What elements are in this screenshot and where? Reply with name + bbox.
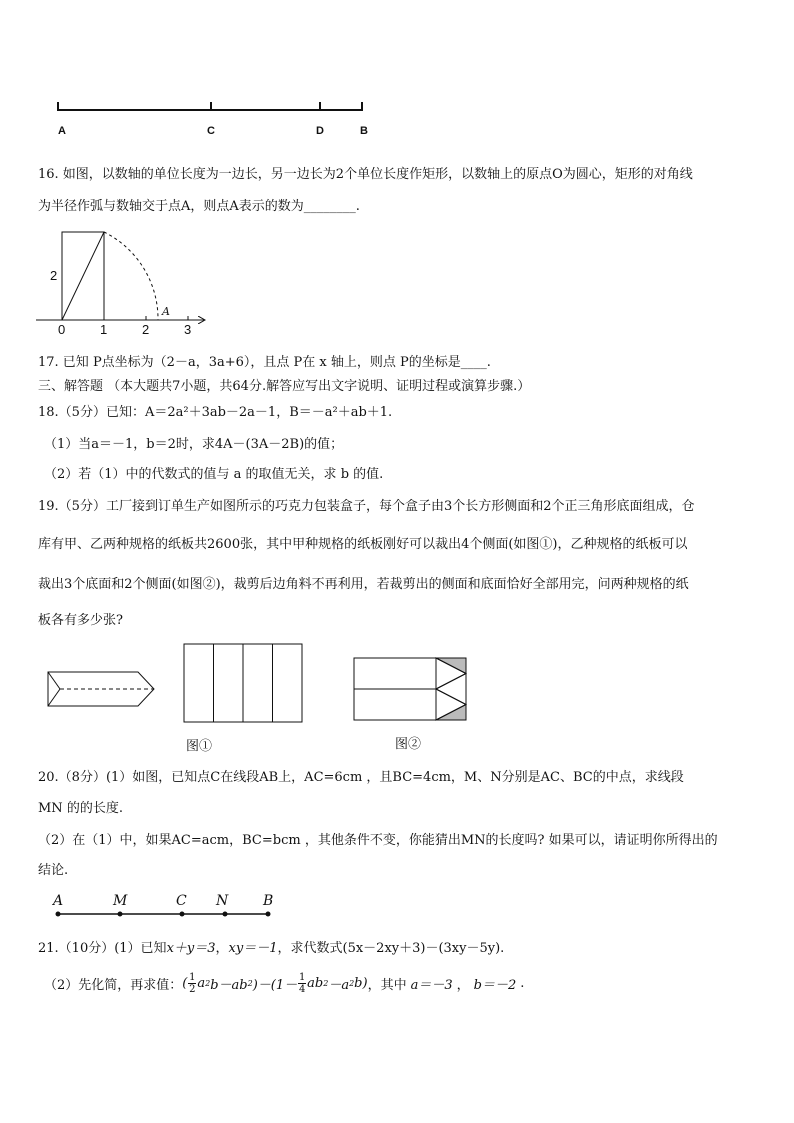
q18-part2: （2）若（1）中的代数式的值与 a 的取值无关，求 b 的值. [44, 467, 384, 482]
q20-point-b: B [263, 893, 274, 909]
q19-line-4: 板各有多少张? [38, 613, 123, 628]
q19-sheet-1-figure [182, 642, 306, 724]
q16-tick-2: 2 [142, 322, 150, 337]
q20-point-c: C [176, 893, 187, 909]
q19-line-1: 19.（5分）工厂接到订单生产如图所示的巧克力包装盒子，每个盒子由3个长方形侧面和2个正三角形底面组成，仓 [38, 499, 695, 514]
q20-point-m: M [113, 893, 128, 909]
q19-fig1-caption: 图① [186, 739, 213, 754]
q20-line-4: 结论. [38, 863, 69, 878]
numberline-label-a: A [58, 125, 66, 137]
q21-part1: 21.（10分）(1）已知x＋y＝3，xy＝－1，求代数式(5x－2xy＋3)－(3xy－5y). [38, 941, 505, 956]
q16-tick-1: 1 [100, 322, 108, 337]
q21-value-b: b＝－2 [473, 978, 517, 993]
q20-line-1: 20.（8分）(1）如图，已知点C在线段AB上，AC=6cm ，且BC=4cm，M、N分别是AC、BC的中点，求线段 [38, 770, 684, 785]
q16-point-a: A [162, 305, 170, 318]
q19-line-2: 库有甲、乙两种规格的纸板共2600张，其中甲种规格的纸板刚好可以裁出4个侧面(如图①)，乙种规格的纸板可以 [38, 537, 688, 552]
q19-prism-figure [46, 668, 158, 710]
q16-tick-0: 0 [58, 322, 66, 337]
q20-point-n: N [216, 893, 229, 909]
q21-value-a: a＝－3 [410, 978, 453, 993]
q19-sheet-2-figure [352, 656, 470, 724]
q21-part1-prefix: 21.（10分）(1）已知 [38, 941, 167, 956]
q20-segment-figure [50, 906, 280, 922]
q20-line-3: （2）在（1）中，如果AC=acm，BC=bcm ，其他条件不变，你能猜出MN的长度吗? 如果可以，请证明你所得出的 [38, 833, 718, 848]
section-heading: 三、解答题 （本大题共7小题，共64分.解答应写出文字说明、证明过程或演算步骤.） [38, 379, 531, 394]
q21-part2: （2）先化简，再求值： ( 1 2 a 2 b－ab 2 )－(1－ 1 4 ab 2 －a 2 b) ，其中 a＝－3 ， b＝－2 . [44, 972, 525, 995]
q21-part2-formula: ( 1 2 a 2 b－ab 2 )－(1－ 1 4 ab 2 －a 2 b) [182, 972, 368, 995]
q20-line-2: MN 的的长度. [38, 801, 123, 816]
q16-side-label: 2 [50, 268, 58, 283]
q21-part2-prefix: （2）先化简，再求值： [44, 978, 183, 993]
q18-part1: （1）当a＝－1，b＝2时，求4A－(3A－2B)的值； [44, 437, 344, 452]
q17-text: 17. 已知 P点坐标为（2－a，3a+6），且点 P在 x 轴上，则点 P的坐标是____. [38, 355, 491, 370]
q16-text-line-2: 为半径作弧与数轴交于点A，则点A表示的数为________. [38, 199, 360, 214]
q19-line-3: 裁出3个底面和2个侧面(如图②)，裁剪后边角料不再利用，若裁剪出的侧面和底面恰好全部用完，问两种规格的纸 [38, 577, 689, 592]
q19-fig2-caption: 图② [395, 737, 422, 752]
q21-expression: (5x－2xy＋3)－(3xy－5y) [342, 941, 501, 956]
q21-condition-2: xy＝－1 [228, 941, 278, 956]
numberline-label-c: C [207, 125, 215, 137]
q16-text-line-1: 16. 如图，以数轴的单位长度为一边长，另一边长为2个单位长度作矩形，以数轴上的原点O为圆心，矩形的对角线 [38, 167, 693, 182]
numberline-label-b: B [360, 125, 368, 137]
q21-condition-1: x＋y＝3 [166, 941, 216, 956]
q21-part1-mid: ，求代数式 [277, 941, 343, 956]
numberline-label-d: D [316, 125, 324, 137]
top-number-line [50, 98, 380, 143]
q18-text: 18.（5分）已知：A＝2a²＋3ab－2a－1，B＝－a²＋ab＋1. [38, 405, 393, 420]
q21-part2-suffix: ，其中 [367, 978, 407, 993]
q20-point-a: A [53, 893, 64, 909]
q16-tick-3: 3 [184, 322, 192, 337]
